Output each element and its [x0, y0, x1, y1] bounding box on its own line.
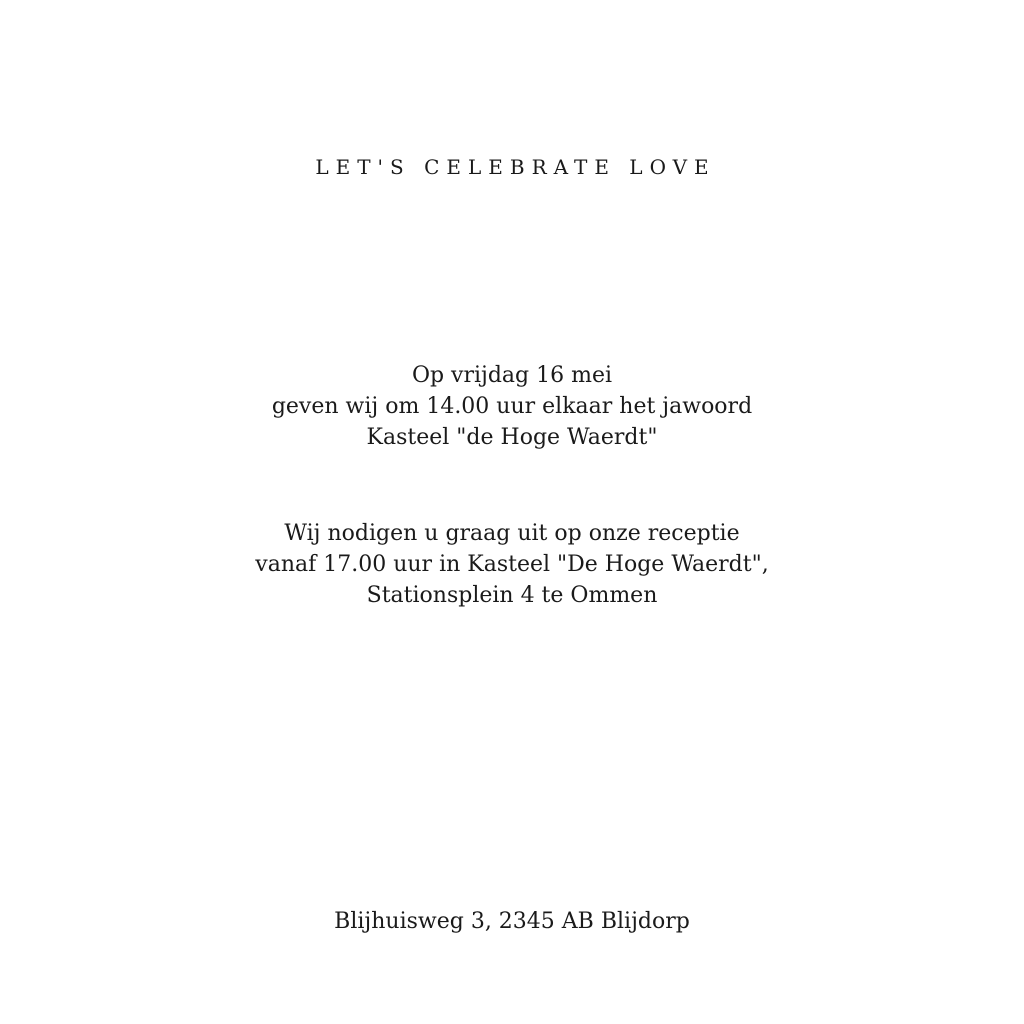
return-address: Blijhuisweg 3, 2345 AB Blijdorp [334, 909, 690, 934]
ceremony-details [0, 360, 1024, 453]
reception-details [0, 518, 1024, 611]
reception-invite-line: Wij nodigen u graag uit op onze receptie [284, 521, 740, 546]
ceremony-venue-line: Kasteel "de Hoge Waerdt" [366, 425, 658, 450]
ceremony-date-line: Op vrijdag 16 mei [411, 363, 613, 388]
reception-time-line: vanaf 17.00 uur in Kasteel "De Hoge Waerdt", [255, 552, 769, 577]
tagline: LET'S CELEBRATE LOVE [315, 155, 716, 179]
reception-location-line: Stationsplein 4 te Ommen [366, 583, 658, 608]
ceremony-time-line: geven wij om 14.00 uur elkaar het jawoord [271, 394, 753, 419]
